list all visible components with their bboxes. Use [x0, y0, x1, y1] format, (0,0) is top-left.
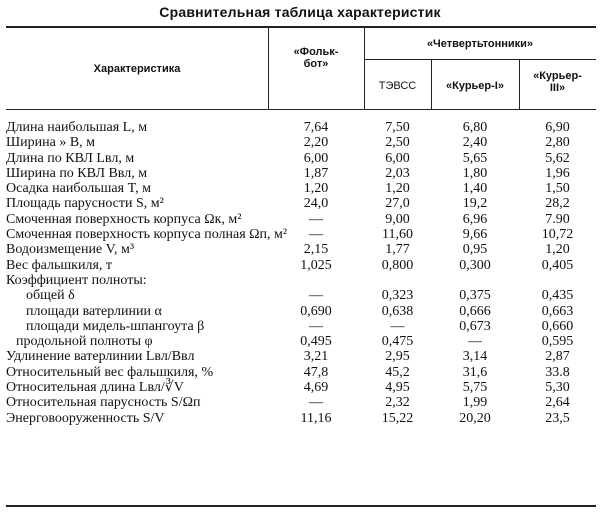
- top-rule: [6, 26, 596, 28]
- row-value: —: [309, 211, 323, 227]
- row-value: 0,375: [459, 288, 491, 304]
- row-value: 1,50: [545, 181, 570, 197]
- row-value: 4,69: [303, 380, 329, 396]
- row-value: 33.8: [545, 364, 570, 380]
- row-value: 5,62: [545, 150, 570, 166]
- table-row: [6, 319, 596, 334]
- row-value: 2,20: [303, 135, 329, 151]
- row-value: [268, 273, 364, 288]
- row-value: 1,80: [462, 165, 488, 181]
- header-kurer3: «Курьер- III»: [533, 70, 582, 94]
- row-value: 20,20: [459, 410, 491, 426]
- row-value: 1,025: [300, 257, 332, 273]
- row-label: Ширина по КВЛ Bвл, м: [6, 165, 148, 181]
- row-value: 11,60: [382, 227, 413, 243]
- row-value: 0,800: [381, 257, 414, 273]
- row-value: 7,50: [385, 120, 410, 135]
- row-value: 0,595: [541, 334, 574, 350]
- header-group: «Четвертьтонники»: [426, 38, 534, 50]
- row-value: [519, 273, 596, 288]
- row-value: 0,663: [541, 303, 574, 319]
- row-value: —: [309, 318, 323, 334]
- table-row: [6, 258, 596, 273]
- row-value: 15,22: [381, 410, 414, 426]
- table-row: [6, 151, 596, 166]
- row-value: 28,2: [545, 196, 570, 212]
- header-folkbot: «Фольк- бот»: [293, 46, 339, 70]
- row-value: 2,87: [545, 349, 570, 365]
- row-value: 7.90: [545, 211, 570, 227]
- row-value: 45,2: [385, 364, 410, 380]
- row-value: 5,75: [462, 380, 488, 396]
- table-row: [6, 212, 596, 227]
- row-value: 7,64: [303, 120, 329, 135]
- row-value: 27,0: [385, 196, 410, 212]
- row-value: 0,495: [300, 334, 332, 350]
- row-value: 11,16: [300, 410, 332, 426]
- row-value: 2,95: [385, 349, 410, 365]
- row-value: 2,32: [385, 395, 410, 411]
- row-value: 6,96: [462, 211, 488, 227]
- row-label: площади мидель-шпангоута β: [26, 318, 205, 334]
- row-value: 6,90: [545, 120, 570, 135]
- row-value: 1,99: [462, 395, 488, 411]
- row-value: 0,690: [300, 303, 332, 319]
- row-value: 3,14: [462, 349, 488, 365]
- row-value: —: [309, 227, 323, 243]
- row-value: 9,66: [462, 227, 488, 243]
- row-value: 0,95: [462, 242, 488, 258]
- row-value: 0,300: [459, 257, 491, 273]
- table-row: [6, 135, 596, 150]
- table-title: Сравнительная таблица характеристик: [159, 4, 441, 20]
- row-value: 5,65: [462, 150, 488, 166]
- table-row: [6, 365, 596, 380]
- row-value: 9,00: [385, 211, 410, 227]
- table-row: [6, 227, 596, 242]
- row-value: 1,20: [385, 181, 410, 197]
- table-row: [6, 380, 596, 395]
- header-bottom-rule: [6, 109, 596, 110]
- table-row: [6, 349, 596, 364]
- row-label: Ширина » B, м: [6, 135, 96, 151]
- row-value: 31,6: [462, 364, 488, 380]
- row-value: 2,40: [462, 135, 488, 151]
- row-value: 2,80: [545, 135, 570, 151]
- row-label: Смоченная поверхность корпуса Ωк, м²: [6, 211, 242, 227]
- table-row: [6, 304, 596, 319]
- row-value: 0,405: [541, 257, 574, 273]
- characteristics-table: [6, 120, 596, 426]
- bottom-rule: [6, 505, 596, 507]
- row-label: Смоченная поверхность корпуса полная Ωп, м²: [6, 227, 288, 243]
- row-label: Коэффициент полноты:: [6, 272, 147, 288]
- header-characteristic: Характеристика: [93, 63, 181, 75]
- row-value: 19,2: [462, 196, 488, 212]
- row-value: 3,21: [303, 349, 329, 365]
- row-value: 23,5: [545, 410, 570, 426]
- table-row: [6, 288, 596, 303]
- row-label: Длина наибольшая L, м: [6, 120, 148, 135]
- table-row: [6, 181, 596, 196]
- row-label: Энерговооруженность S/V: [6, 410, 165, 426]
- row-label: Длина по КВЛ Lвл, м: [6, 150, 135, 166]
- row-value: 0,323: [381, 288, 414, 304]
- row-value: 1,96: [545, 165, 570, 181]
- row-value: —: [309, 395, 323, 411]
- group-rule: [364, 59, 596, 60]
- table-row: [6, 242, 596, 257]
- row-label: Вес фальшкиля, т: [6, 257, 113, 273]
- row-value: 1,77: [385, 242, 410, 258]
- row-value: 2,03: [385, 165, 410, 181]
- header-tevss: ТЭВСС: [378, 80, 417, 92]
- table-row: [6, 395, 596, 410]
- header-kurer1: «Курьер-I»: [446, 80, 504, 92]
- row-value: 2,15: [303, 242, 329, 258]
- row-value: 6,00: [303, 150, 329, 166]
- row-value: 0,435: [541, 288, 574, 304]
- row-value: —: [390, 318, 405, 334]
- row-label: Относительная длина Lвл/∛V: [6, 380, 184, 396]
- row-value: 0,666: [459, 303, 491, 319]
- table-row: [6, 166, 596, 181]
- row-value: 0,673: [459, 318, 491, 334]
- row-value: 4,95: [385, 380, 410, 396]
- row-value: 6,00: [385, 150, 410, 166]
- row-label: общей δ: [26, 288, 75, 304]
- table-row: [6, 273, 596, 288]
- table-row: [6, 334, 596, 349]
- row-value: —: [468, 334, 482, 350]
- row-value: 1,20: [545, 242, 570, 258]
- row-label: Относительный вес фальшкиля, %: [6, 364, 214, 380]
- row-value: [364, 273, 431, 288]
- row-value: 1,87: [303, 165, 329, 181]
- row-label: Площадь парусности S, м²: [6, 196, 164, 212]
- row-label: Водоизмещение V, м³: [6, 242, 135, 258]
- row-value: 2,64: [545, 395, 570, 411]
- table-row: [6, 411, 596, 426]
- row-value: 47,8: [303, 364, 329, 380]
- row-value: 0,475: [381, 334, 414, 350]
- row-value: 2,50: [385, 135, 410, 151]
- row-value: 10,72: [541, 227, 574, 243]
- row-value: —: [309, 288, 323, 304]
- row-value: 24,0: [303, 196, 329, 212]
- row-value: 0,638: [381, 303, 414, 319]
- row-value: 6,80: [462, 120, 488, 135]
- row-label: площади ватерлинии α: [26, 303, 162, 319]
- row-value: 0,660: [541, 318, 574, 334]
- table-row: [6, 196, 596, 211]
- row-value: 1,20: [303, 181, 329, 197]
- row-value: 1,40: [462, 181, 488, 197]
- row-value: [431, 273, 519, 288]
- row-label: продольной полноты φ: [16, 334, 153, 350]
- row-label: Осадка наибольшая T, м: [6, 181, 151, 197]
- table-row: [6, 120, 596, 135]
- row-label: Относительная парусность S/Ωп: [6, 395, 201, 411]
- row-value: 5,30: [545, 380, 570, 396]
- row-label: Удлинение ватерлинии Lвл/Bвл: [6, 349, 195, 365]
